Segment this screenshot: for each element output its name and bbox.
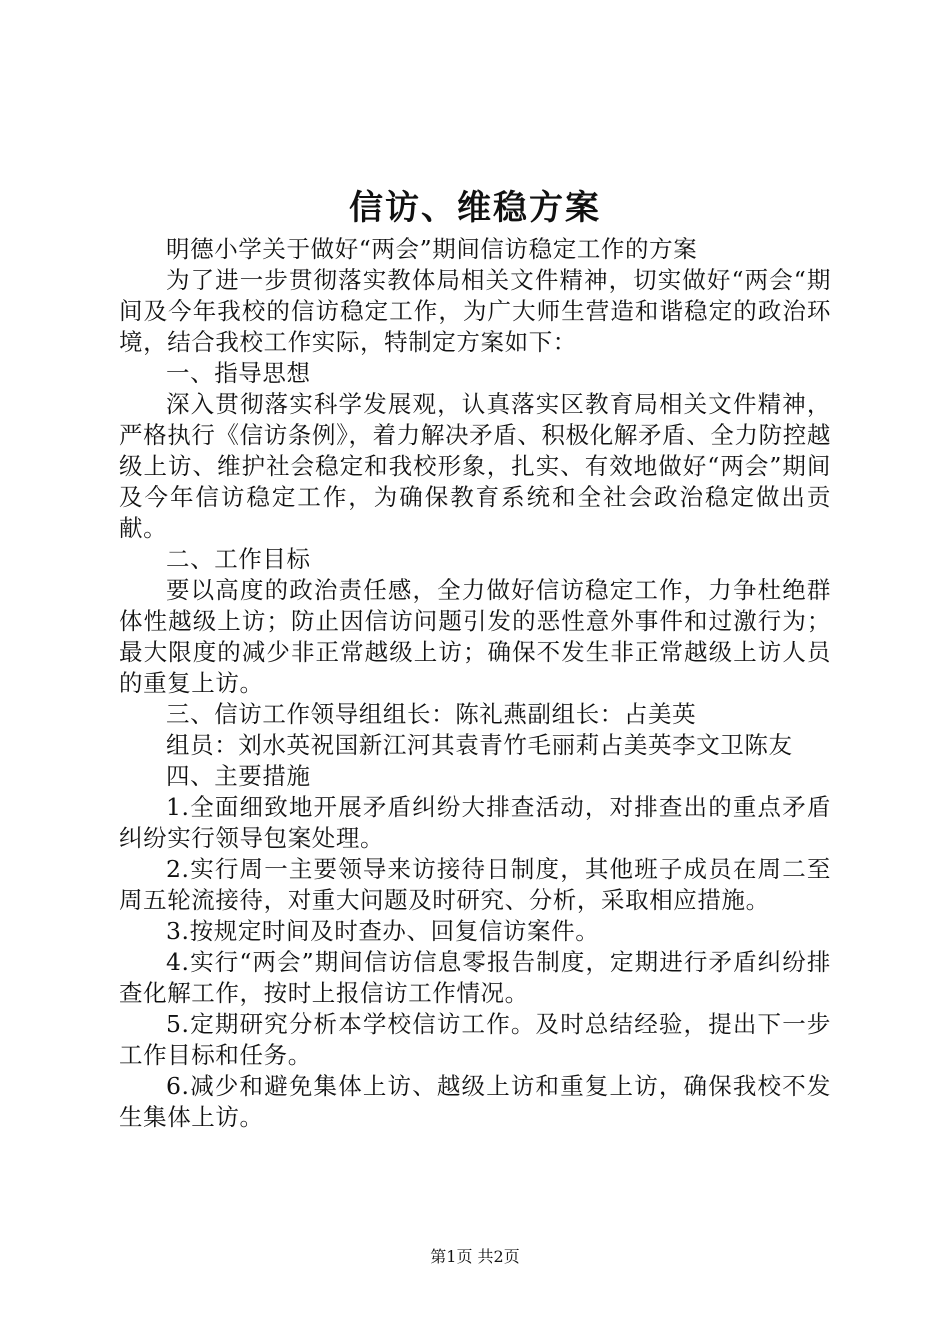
measure-item: 5.定期研究分析本学校信访工作。及时总结经验，提出下一步工作目标和任务。 (119, 1010, 831, 1069)
measure-item: 4.实行“两会”期间信访信息零报告制度，定期进行矛盾纠纷排查化解工作，按时上报信访工作情况。 (119, 948, 831, 1007)
paragraph-members: 组员：刘水英祝国新江河其袁青竹毛丽莉占美英李文卫陈友 (166, 731, 793, 759)
section-heading-guiding-thought: 一、指导思想 (166, 359, 311, 387)
paragraph-work-goal: 要以高度的政治责任感，全力做好信访稳定工作，力争杜绝群体性越级上访；防止因信访问题引发的恶性意外事件和过激行为；最大限度的减少非正常越级上访；确保不发生非正常越级上访人员的重复上访。 (119, 576, 831, 697)
section-heading-main-measures: 四、主要措施 (166, 762, 311, 790)
page-number-footer: 第1页 共2页 (430, 1247, 520, 1266)
paragraph-leadership-group: 三、信访工作领导组组长：陈礼燕副组长：占美英 (166, 700, 697, 728)
paragraph-heading-line: 明德小学关于做好“两会”期间信访稳定工作的方案 (166, 235, 698, 263)
measure-item: 6.减少和避免集体上访、越级上访和重复上访，确保我校不发生集体上访。 (119, 1072, 831, 1131)
measure-item: 3.按规定时间及时查办、回复信访案件。 (166, 917, 600, 945)
paragraph-guiding-thought: 深入贯彻落实科学发展观，认真落实区教育局相关文件精神，严格执行《信访条例》，着力解决矛盾、积极化解矛盾、全力防控越级上访、维护社会稳定和我校形象，扎实、有效地做好“两会”期间及今年信访稳定工作，为确保教育系统和全社会政治稳定做出贡献。 (119, 390, 831, 542)
measure-item: 2.实行周一主要领导来访接待日制度，其他班子成员在周二至周五轮流接待，对重大问题及时研究、分析，采取相应措施。 (119, 855, 831, 914)
paragraph-intro: 为了进一步贯彻落实教体局相关文件精神，切实做好“两会“期间及今年我校的信访稳定工作，为广大师生营造和谐稳定的政治环境，结合我校工作实际，特制定方案如下： (119, 266, 831, 356)
section-heading-work-goal: 二、工作目标 (166, 545, 311, 573)
measure-item: 1.全面细致地开展矛盾纠纷大排查活动，对排查出的重点矛盾纠纷实行领导包案处理。 (119, 793, 831, 852)
document-title: 信访、维稳方案 (349, 188, 601, 228)
document-body (119, 234, 831, 1133)
